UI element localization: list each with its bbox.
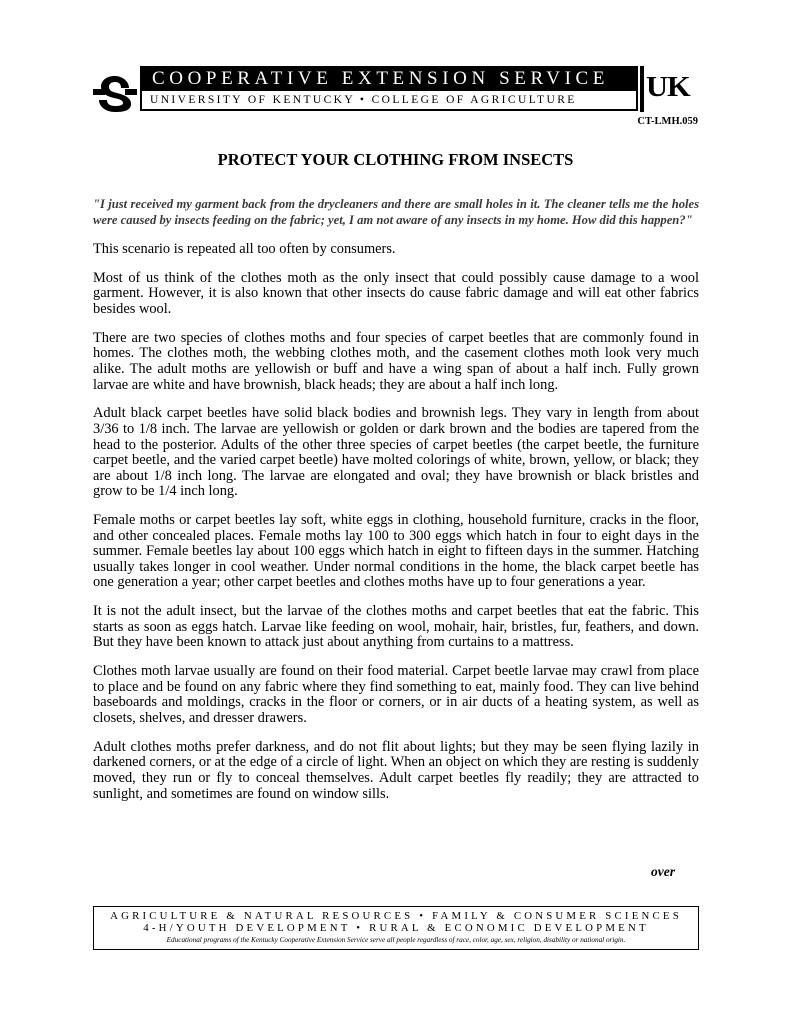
over-label: over (651, 864, 675, 879)
cooperative-extension-logo (93, 72, 137, 112)
paragraph: This scenario is repeated all too often by consumers. (93, 241, 396, 257)
paragraph: There are two species of clothes moths and four species of carpet beetles that are commonly found in homes. The clothes moth, the webbing clothes moth, and the casement clothes moth look very much alike. The adult moths are yellowish or buff and have a wing span of about a half inch. Fully grown larvae are white and have brownish, black heads; they are about a half inch long. (93, 329, 699, 393)
program-areas-line-2: 4-H/YOUTH DEVELOPMENT • RURAL & ECONOMIC DEVELOPMENT (143, 922, 649, 934)
paragraph: Most of us think of the clothes moth as the only insect that could possibly cause damage to a wool garment. However, it is also known that other insects do cause fabric damage and will eat other fabrics besides wool. (93, 269, 699, 317)
paragraph: Female moths or carpet beetles lay soft, white eggs in clothing, household furniture, cracks in the floor, and other concealed places. Female moths lay 100 to 300 eggs which hatch in four to eight days in the summer. Female beetles lay about 100 eggs which hatch in eight to fifteen days in the summer. Hatching usually takes longer in cool weather. Under normal conditions in the home, the black carpet beetle has one generation a year; other carpet beetles and clothes moths have up to four generations a year. (93, 512, 699, 591)
consumer-quote: "I just received my garment back from the drycleaners and there are small holes in it. The cleaner tells me the holes were caused by insects feeding on the fabric; yet, I am not aware of any insects in my home. How did this happen?" (93, 197, 699, 227)
page-title: PROTECT YOUR CLOTHING FROM INSECTS (217, 150, 574, 169)
paragraph: Adult clothes moths prefer darkness, and do not flit about lights; but they may be seen flying lazily in darkened corners, or at the edge of a circle of light. When an object on which they are resting is suddenly moved, they run or fly to conceal themselves. Adult carpet beetles fly readily; they are attracted to sunlight, and sometimes are found on window sills. (93, 738, 699, 802)
program-areas-footer (93, 906, 699, 950)
paragraph: It is not the adult insect, but the larvae of the clothes moths and carpet beetles that eat the fabric. This starts as soon as eggs hatch. Larvae like feeding on wool, mohair, hair, bristles, fur, feathers, and down. But they have been known to attack just about anything from curtains to a mattress. (93, 603, 699, 651)
paragraph: Clothes moth larvae usually are found on their food material. Carpet beetle larvae may crawl from place to place and be found on any fabric where they find something to eat, mainly food. They can live behind baseboards and moldings, cracks in the floor or corners, or in air ducts of a heating system, as well as closets, shelves, and dresser drawers. (93, 663, 699, 726)
document-code: CT-LMH.059 (637, 116, 698, 127)
extension-banner (140, 66, 638, 112)
affiliation: UNIVERSITY OF KENTUCKY • COLLEGE OF AGRICULTURE (140, 91, 638, 111)
nondiscrimination-note: Educational programs of the Kentucky Cooperative Extension Service serve all people regardless of race, color, age, sex, religion, disability or national origin. (166, 936, 626, 944)
org-name: COOPERATIVE EXTENSION SERVICE (140, 66, 638, 91)
program-areas-line-1: AGRICULTURE & NATURAL RESOURCES • FAMILY & CONSUMER SCIENCES (110, 910, 682, 922)
paragraph: Adult black carpet beetles have solid black bodies and brownish legs. They vary in length from about 3/36 to 1/8 inch. The larvae are yellowish or golden or dark brown and the bodies are tapered from the head to the posterior. Adults of the other three species of carpet beetles (the carpet beetle, the furniture carpet beetle, and the varied carpet beetle) have molted colorings of white, brown, yellow, or black; they are about 1/8 inch long. The larvae are elongated and oval; they have brownish or black bristles and grow to be 1/4 inch long. (93, 405, 699, 500)
brand-divider (640, 66, 644, 112)
document-body (93, 196, 699, 815)
uk-brand: UK (646, 71, 690, 103)
